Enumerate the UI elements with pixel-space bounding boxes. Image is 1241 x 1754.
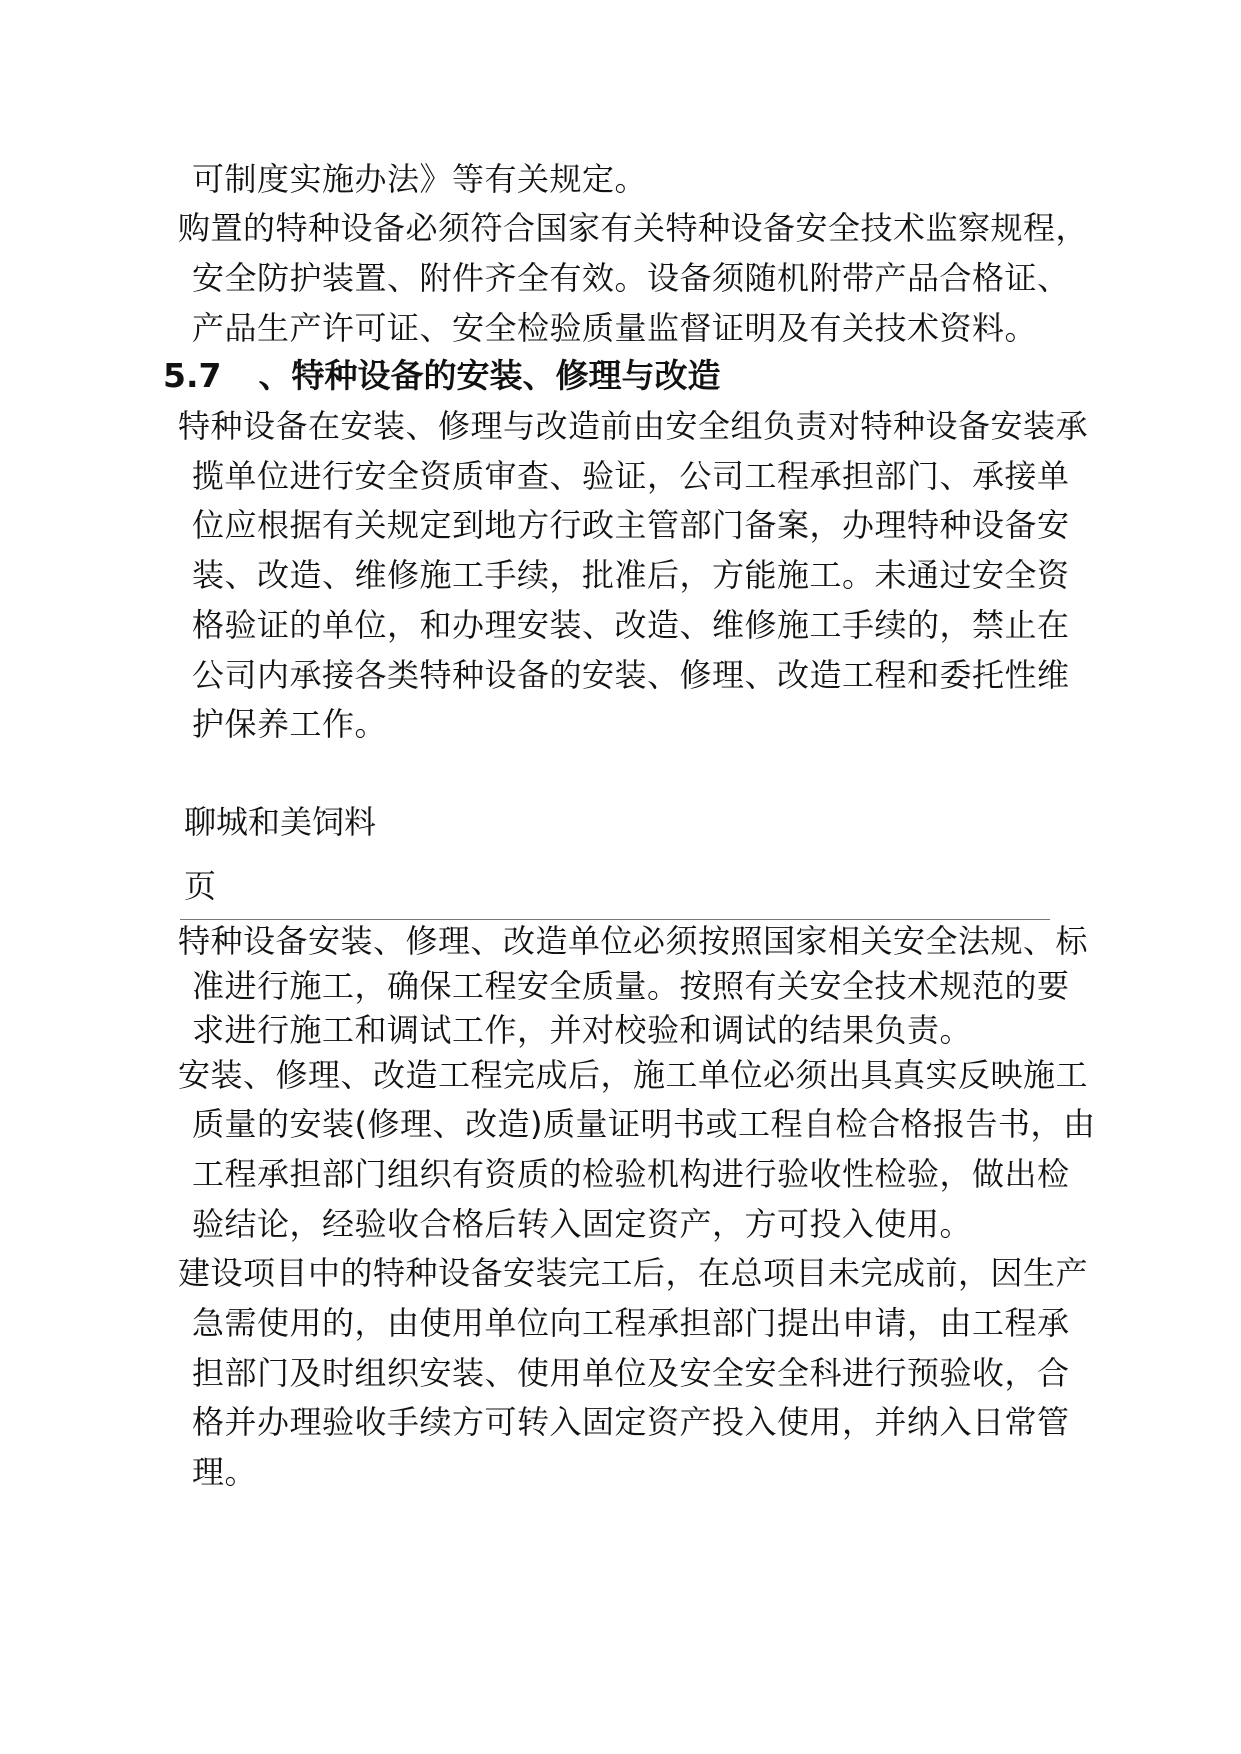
paragraph-line: 担部门及时组织安装、使用单位及安全安全科进行预验收，合 [192,1354,1070,1392]
paragraph-line: 位应根据有关规定到地方行政主管部门备案，办理特种设备安 [192,506,1070,544]
paragraph-line: 购置的特种设备必须符合国家有关特种设备安全技术监察规程， [178,209,1089,247]
footer-divider [180,919,1050,920]
paragraph-line: 格并办理验收手续方可转入固定资产投入使用，并纳入日常管 [192,1403,1070,1441]
paragraph-line: 理。 [192,1453,258,1491]
section-title: 、特种设备的安装、修理与改造 [258,356,721,395]
paragraph-line: 求进行施工和调试工作，并对校验和调试的结果负责。 [192,1011,973,1049]
paragraph-line: 可制度实施办法》等有关规定。 [192,160,648,198]
paragraph-line: 安全防护装置、附件齐全有效。设备须随机附带产品合格证、 [192,259,1070,297]
paragraph-line: 揽单位进行安全资质审查、验证，公司工程承担部门、承接单 [192,457,1070,495]
paragraph-line: 格验证的单位，和办理安装、改造、维修施工手续的，禁止在 [192,606,1070,644]
paragraph-line: 建设项目中的特种设备安装完工后，在总项目未完成前，因生产 [178,1254,1089,1292]
paragraph-line: 质量的安装(修理、改造)质量证明书或工程自检合格报告书，由 [192,1105,1096,1143]
paragraph-line: 验结论，经验收合格后转入固定资产，方可投入使用。 [192,1205,973,1243]
footer-company: 聊城和美饲料 [184,803,377,841]
paragraph-line: 公司内承接各类特种设备的安装、修理、改造工程和委托性维 [192,656,1070,694]
paragraph-line: 特种设备安装、修理、改造单位必须按照国家相关安全法规、标 [178,922,1089,960]
paragraph-line: 装、改造、维修施工手续，批准后，方能施工。未通过安全资 [192,556,1070,594]
paragraph-line: 准进行施工，确保工程安全质量。按照有关安全技术规范的要 [192,967,1070,1005]
section-heading [163,356,720,396]
paragraph-line: 产品生产许可证、安全检验质量监督证明及有关技术资料。 [192,309,1038,347]
paragraph-line: 工程承担部门组织有资质的检验机构进行验收性检验，做出检 [192,1155,1070,1193]
footer-page-label: 页 [184,867,217,905]
paragraph-line: 急需使用的，由使用单位向工程承担部门提出申请，由工程承 [192,1304,1070,1342]
paragraph-line: 安装、修理、改造工程完成后，施工单位必须出具真实反映施工 [178,1056,1089,1094]
section-number: 5.7 [163,356,222,395]
paragraph-line: 护保养工作。 [192,705,388,743]
paragraph-line: 特种设备在安装、修理与改造前由安全组负责对特种设备安装承 [178,407,1089,445]
